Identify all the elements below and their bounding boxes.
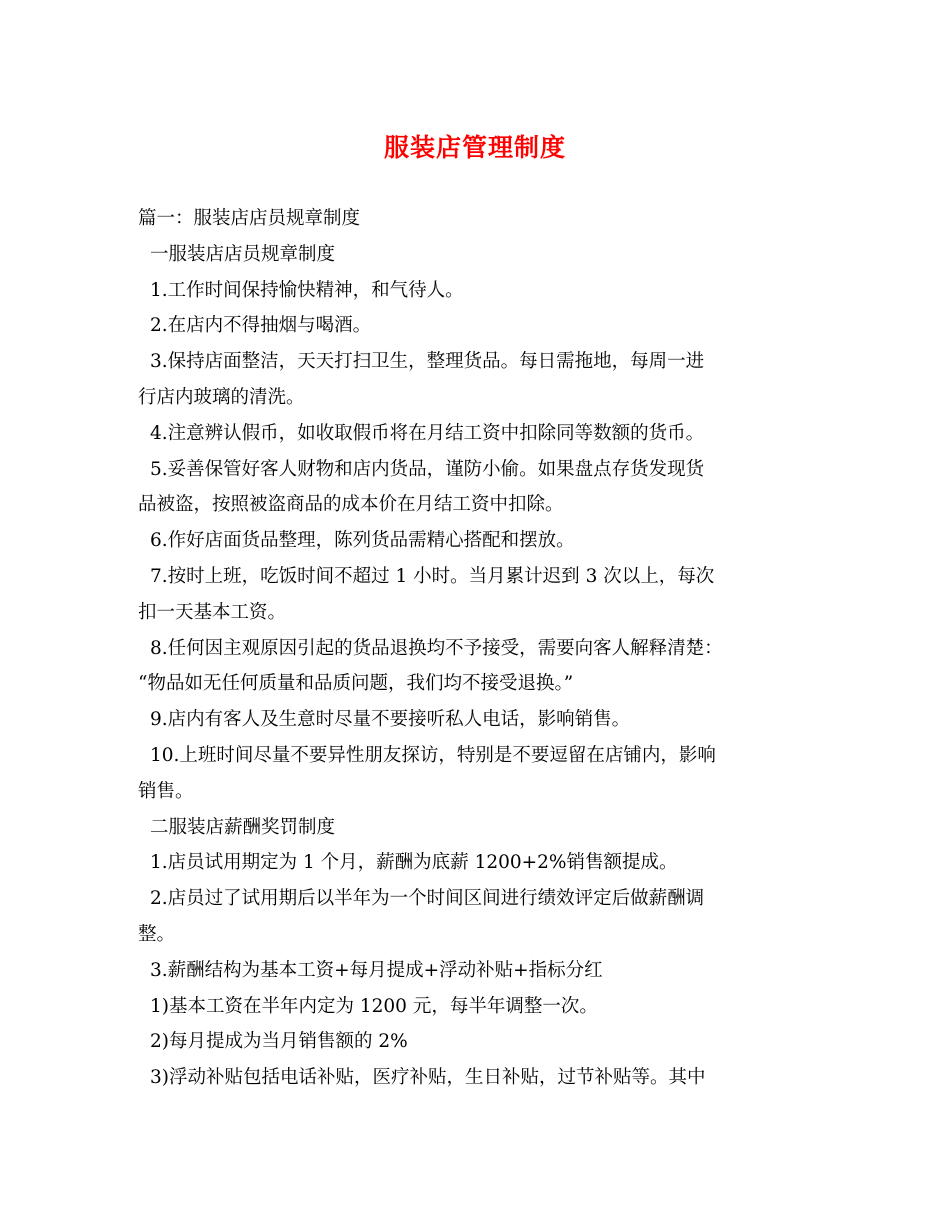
rule-subitem: 2)每月提成为当月销售额的 2%: [150, 1031, 408, 1053]
rule-subitem: 3)浮动补贴包括电话补贴，医疗补贴，生日补贴，过节补贴等。其中: [150, 1067, 706, 1089]
rule-item-continuation: 销售。: [138, 780, 194, 802]
rule-item: 4.注意辨认假币，如收取假币将在月结工资中扣除同等数额的货币。: [150, 422, 705, 444]
rule-item: 6.作好店面货品整理，陈列货品需精心搭配和摆放。: [150, 530, 575, 552]
rule-item-continuation: 行店内玻璃的清洗。: [138, 386, 305, 408]
rule-item-continuation: “物品如无任何质量和品质问题，我们均不接受退换。”: [138, 673, 574, 695]
rule-item: 10.上班时间尽量不要异性朋友探访，特别是不要逗留在店铺内，影响: [150, 744, 716, 766]
rule-item: 5.妥善保管好客人财物和店内货品，谨防小偷。如果盘点存货发现货: [150, 458, 705, 480]
rule-item: 1.工作时间保持愉快精神，和气待人。: [150, 279, 464, 301]
document-title: 服装店管理制度: [383, 133, 566, 162]
document-body: [138, 201, 818, 1096]
rule-item-continuation: 扣一天基本工资。: [138, 601, 287, 623]
section-heading: 篇一：服装店店员规章制度: [138, 208, 361, 229]
rule-item-continuation: 整。: [138, 923, 176, 945]
rule-item: 2.店员过了试用期后以半年为一个时间区间进行绩效评定后做薪酬调: [150, 888, 705, 910]
rule-item: 1.店员试用期定为 1 个月，薪酬为底薪 1200+2%销售额提成。: [150, 852, 678, 874]
subsection-heading: 一服装店店员规章制度: [150, 243, 336, 265]
rule-item: 3.薪酬结构为基本工资+每月提成+浮动补贴+指标分红: [150, 959, 603, 981]
rule-subitem: 1)基本工资在半年内定为 1200 元，每半年调整一次。: [150, 995, 598, 1017]
rule-item: 7.按时上班，吃饭时间不超过 1 小时。当月累计迟到 3 次以上，每次: [150, 565, 715, 587]
rule-item: 3.保持店面整洁，天天打扫卫生，整理货品。每日需拖地，每周一进: [150, 351, 705, 373]
rule-item: 9.店内有客人及生意时尽量不要接听私人电话，影响销售。: [150, 709, 631, 731]
rule-item-continuation: 品被盗，按照被盗商品的成本价在月结工资中扣除。: [138, 494, 564, 516]
subsection-heading: 二服装店薪酬奖罚制度: [150, 816, 336, 838]
rule-item: 8.任何因主观原因引起的货品退换均不予接受，需要向客人解释清楚：: [150, 637, 723, 659]
rule-item: 2.在店内不得抽烟与喝酒。: [150, 315, 372, 337]
